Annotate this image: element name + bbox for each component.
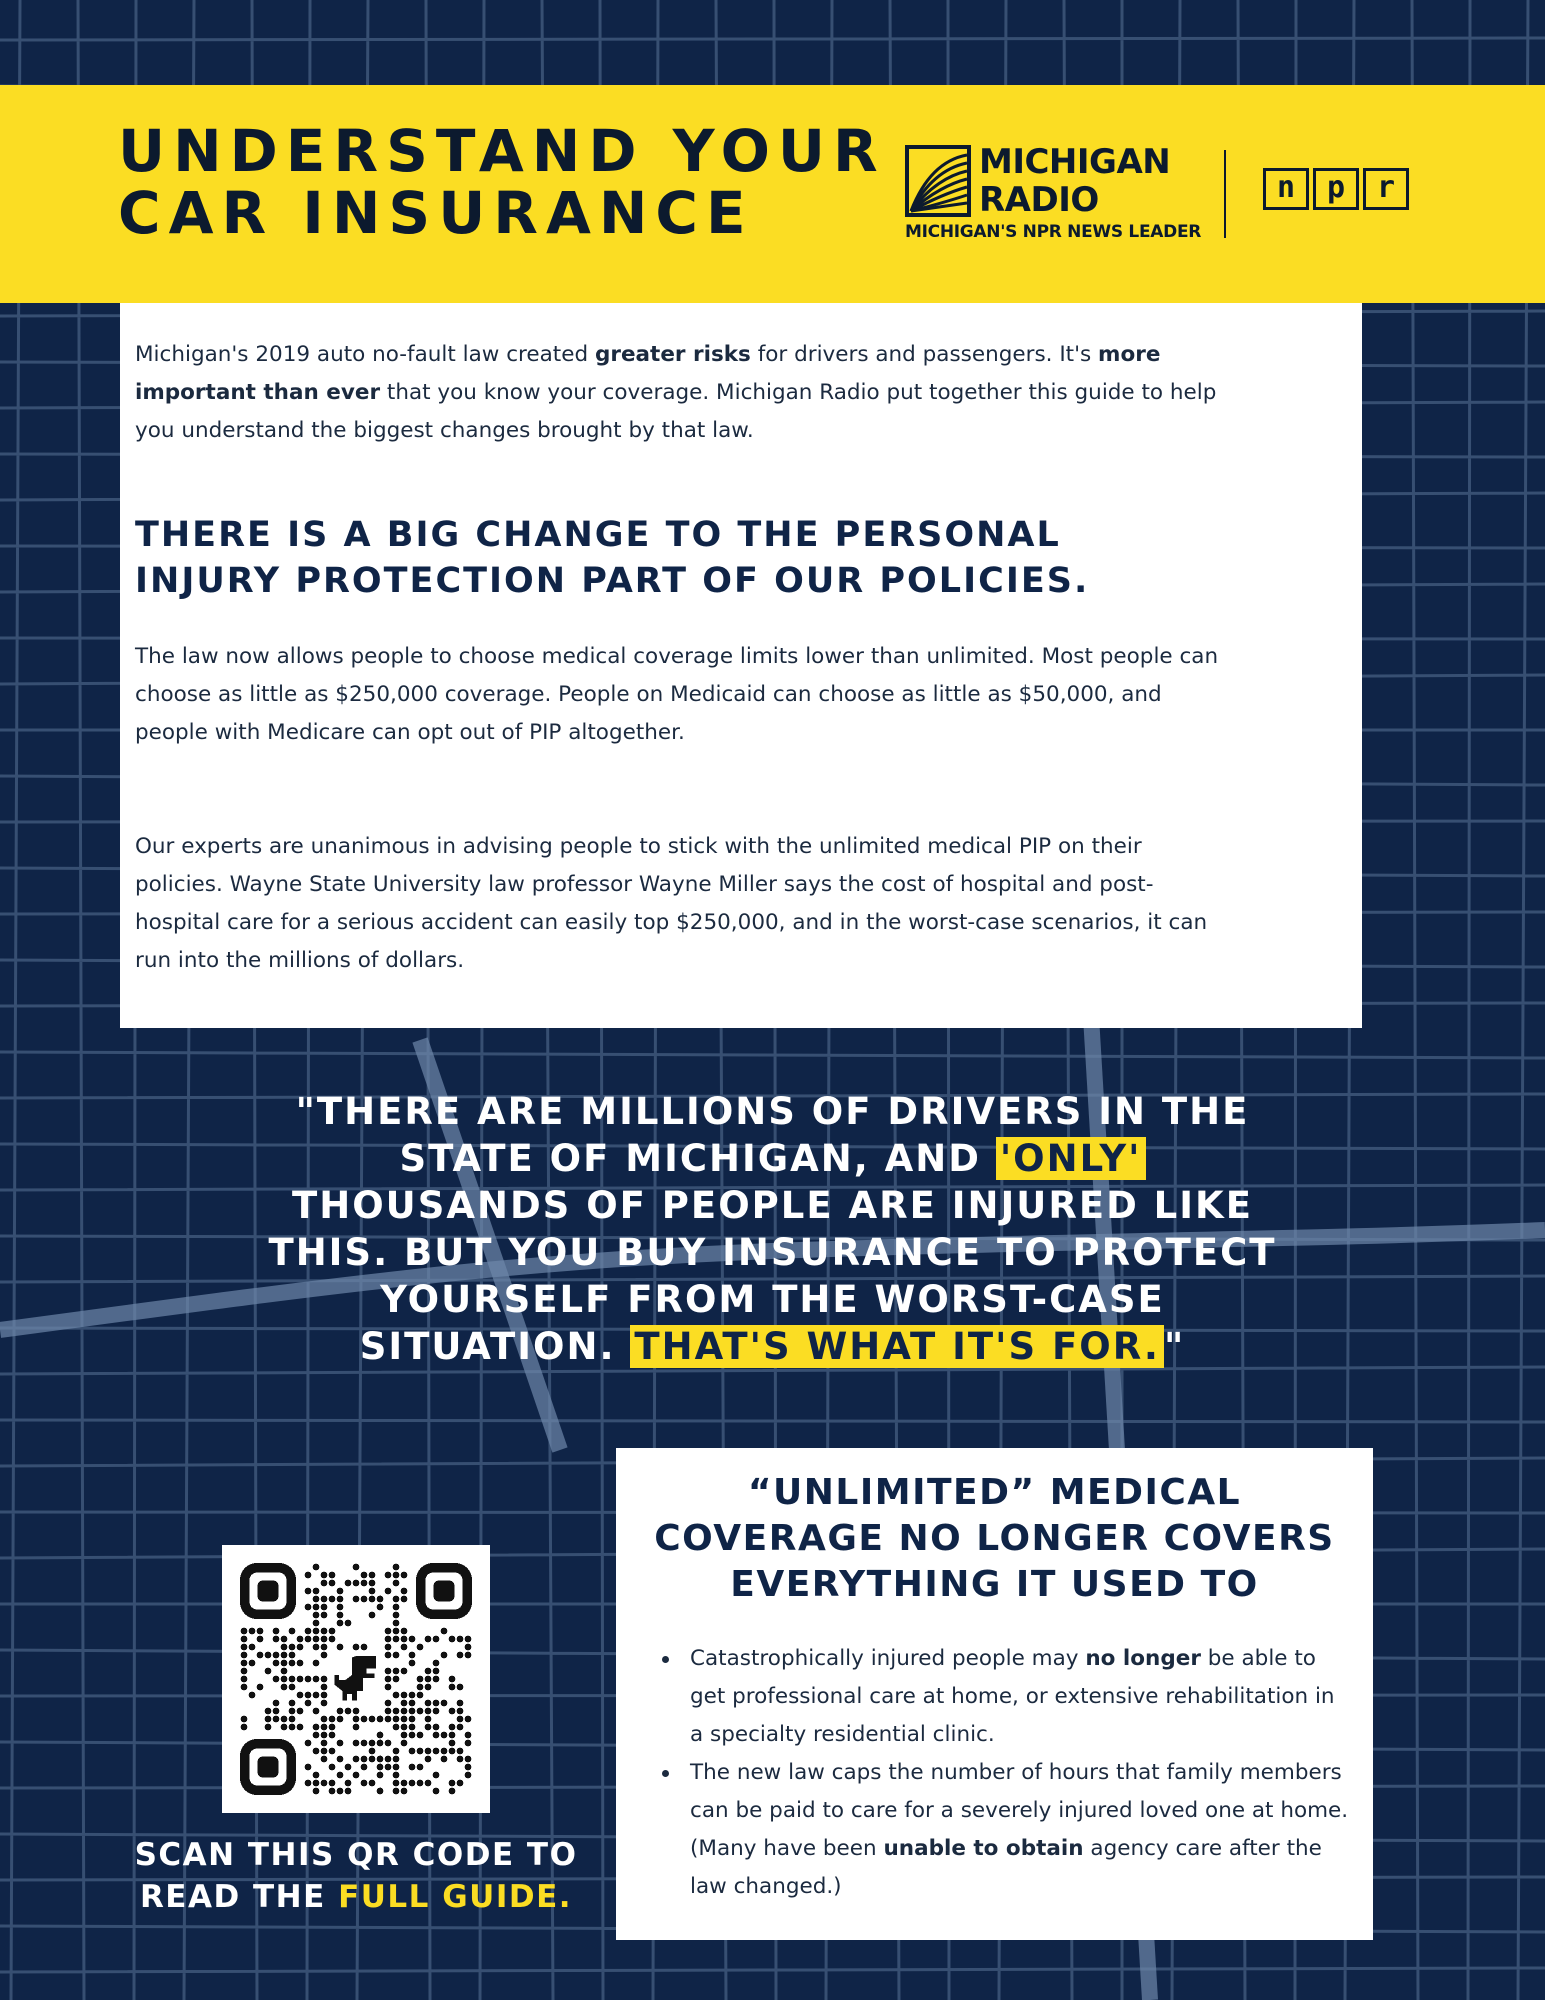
coverage-bullet-list [650, 1640, 1350, 1906]
qr-code[interactable] [222, 1545, 490, 1813]
michigan-radio-wordmark: MICHIGAN RADIO [979, 142, 1171, 220]
npr-letter-p: p [1313, 168, 1359, 210]
bullet-icon [662, 1656, 669, 1663]
intro-paragraph: Michigan's 2019 auto no-fault law created greater risks for drivers and passengers. It's more important than ever that you know your coverage. Michigan Radio put together this guide to help you understand the biggest changes brought by that law. [135, 342, 1217, 443]
quote-highlight-thats-what-its-for: THAT'S WHAT IT'S FOR. [630, 1325, 1164, 1368]
bullet-icon [662, 1770, 669, 1777]
expert-advice-paragraph: Our experts are unanimous in advising people to stick with the unlimited medical PIP on their policies. Wayne State University law professor Wayne Miller says the cost of hospital and post-hospital care for a serious accident can easily top $250,000, and in the worst-case scenarios, it can run into the millions of dollars. [135, 834, 1208, 973]
full-guide-highlight: FULL GUIDE. [338, 1879, 573, 1915]
qr-code-icon [240, 1563, 472, 1795]
list-item: The new law caps the number of hours that family members can be paid to care for a severely injured loved one at home. (Many have been unable to obtain agency care after the law changed.) [650, 1754, 1350, 1906]
pip-limits-paragraph: The law now allows people to choose medical coverage limits lower than unlimited. Most people can choose as little as $250,000 coverage. People on Medicaid can choose as little as $50,000, and people with Medicare can opt out of PIP altogether. [135, 644, 1219, 745]
list-item: Catastrophically injured people may no longer be able to get professional care at home, or extensive rehabilitation in a specialty residential clinic. [650, 1640, 1350, 1754]
npr-logo [1263, 168, 1409, 210]
pip-section-heading: THERE IS A BIG CHANGE TO THE PERSONAL INJURY PROTECTION PART OF OUR POLICIES. [135, 515, 1090, 601]
logo-tagline: MICHIGAN'S NPR NEWS LEADER [905, 222, 1202, 242]
michigan-radio-logo [905, 142, 1202, 245]
logo-divider [1224, 150, 1226, 238]
dinosaur-icon [328, 1651, 384, 1707]
npr-letter-n: n [1263, 168, 1309, 210]
pull-quote: "THERE ARE MILLIONS OF DRIVERS IN THE STATE OF MICHIGAN, AND 'ONLY' THOUSANDS OF PEOPLE ARE INJURED LIKE THIS. BUT YOU BUY INSURANCE TO PROTECT YOURSELF FROM THE WORST-CASE SITUATION. THAT'S WHAT IT'S FOR. " [268, 1090, 1277, 1368]
scan-qr-instruction: SCAN THIS QR CODE TO READ THE FULL GUIDE. [134, 1837, 578, 1915]
npr-letter-r: r [1363, 168, 1409, 210]
coverage-heading: “UNLIMITED” MEDICAL COVERAGE NO LONGER COVERS EVERYTHING IT USED TO [654, 1472, 1335, 1605]
michigan-radio-mark-icon [905, 145, 971, 217]
page-title: UNDERSTAND YOUR CAR INSURANCE [118, 117, 886, 247]
quote-highlight-only: 'ONLY' [996, 1137, 1146, 1180]
